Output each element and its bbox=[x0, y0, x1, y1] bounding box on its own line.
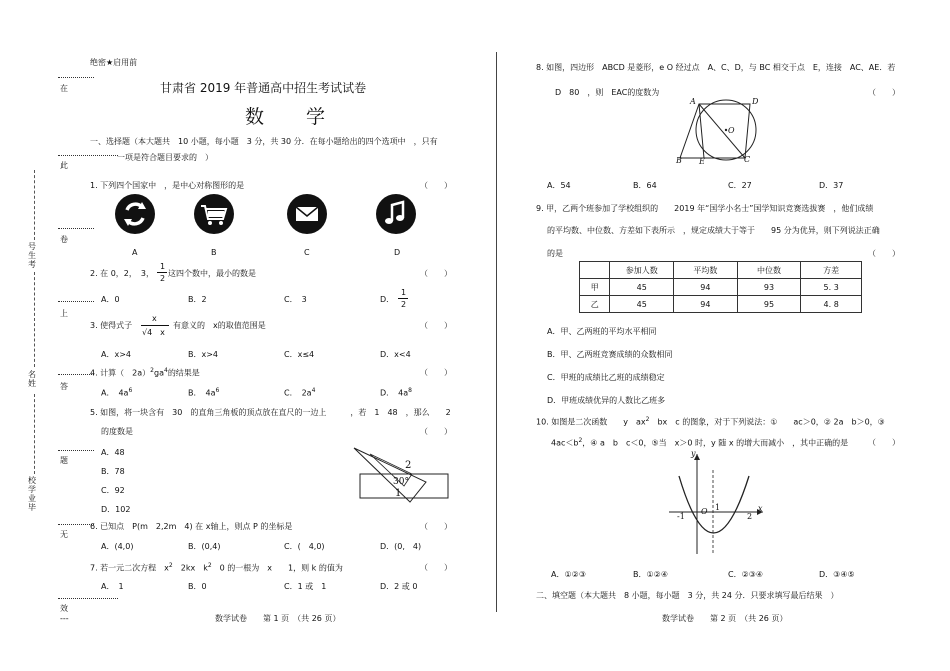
table-row: 甲 45 94 93 5. 3 bbox=[580, 279, 862, 296]
q1-option-b: B bbox=[211, 248, 217, 257]
q10-label-1: 1 bbox=[715, 503, 721, 512]
q10-opt-c: C．②③④ bbox=[728, 570, 764, 579]
q10-paren: （ ） bbox=[868, 438, 900, 447]
q5-fig-label-30: 30° bbox=[393, 477, 409, 487]
binding-line bbox=[58, 301, 94, 302]
q2-opt-c: C． 3 bbox=[284, 295, 307, 304]
q4-stem: 4. 计算（ $2a)^2ga^4$的结果是 bbox=[90, 367, 200, 378]
section1-heading: 一、选择题（本大题共 10 小题，每小题 3 分，共 30 分．在每小题给出的四个选项中 ，只有 bbox=[90, 137, 438, 146]
binding-word: 无 bbox=[60, 530, 68, 539]
q8-label-b: B bbox=[676, 156, 682, 165]
q3-paren: （ ） bbox=[420, 321, 452, 330]
table-header-row: 参加人数 平均数 中位数 方差 bbox=[580, 262, 862, 279]
field-line bbox=[34, 170, 35, 240]
q9-line3: 的是 bbox=[547, 249, 563, 258]
binding-word: 在 bbox=[60, 84, 68, 93]
binding-word: 卷 bbox=[60, 235, 68, 244]
q1-stem: 1. 下列四个国家中 ，是中心对称图形的是 bbox=[90, 181, 245, 190]
q8-figure bbox=[672, 96, 764, 168]
q5-opt-a: A．48 bbox=[101, 448, 125, 457]
recycle-icon bbox=[115, 194, 155, 234]
q10-line1: 10. 如图是二次函数 y $ax^2$ bx c 的图象，对于下列说法：① ac＞0，② 2a b＞0，③ bbox=[536, 416, 885, 427]
q8-opt-a: A．54 bbox=[547, 181, 571, 190]
q3-opt-b: B．x>4 bbox=[188, 350, 219, 359]
q4-opt-c: C． $2a^4$ bbox=[284, 387, 316, 398]
q2-stem-tail: 这四个数中，最小的数是 bbox=[168, 269, 256, 278]
footer-left: 数学试卷 第 1 页 （共 26 页） bbox=[215, 614, 341, 623]
q5-opt-c: C．92 bbox=[101, 486, 125, 495]
q9-opt-d: D．甲班成绩优异的人数比乙班多 bbox=[547, 396, 666, 405]
q1-option-c: C bbox=[304, 248, 310, 257]
q10-opt-b: B．①②④ bbox=[633, 570, 669, 579]
q3-opt-a: A．x>4 bbox=[101, 350, 131, 359]
binding-word: 答 bbox=[60, 382, 68, 391]
q6-opt-a: A．(4,0) bbox=[101, 542, 134, 551]
q2-frac-den: 2 bbox=[160, 274, 166, 283]
q1-paren: （ ） bbox=[420, 181, 452, 190]
table-row: 乙 45 94 95 4. 8 bbox=[580, 296, 862, 313]
q4-opt-a: A． $4a^6$ bbox=[101, 387, 133, 398]
q5-fig-label-1: 1 bbox=[395, 488, 402, 499]
q7-paren: （ ） bbox=[420, 563, 452, 572]
binding-line bbox=[58, 374, 94, 375]
binding-line bbox=[58, 524, 94, 525]
q8-label-d: D bbox=[752, 97, 759, 106]
q7-opt-c: C．1 或 1 bbox=[284, 582, 327, 591]
q4-paren: （ ） bbox=[420, 368, 452, 377]
q8-label-o: O bbox=[728, 126, 735, 135]
q9-line2: 的平均数、中位数、方差如下表所示 ，规定成绩大于等于 95 分为优异，则下列说法正确 bbox=[547, 226, 880, 235]
field-line bbox=[34, 394, 35, 474]
q8-label-c: C bbox=[744, 155, 751, 164]
q8-opt-b: B．64 bbox=[633, 181, 657, 190]
q8-paren: （ ） bbox=[868, 88, 900, 97]
envelope-icon bbox=[287, 194, 327, 234]
exam-page: 绝密★启用前 在 此 卷 上 答 题 无 效 --- 号生考 名姓 校学业毕 甘肃省 2019 年普通高中招生考试试卷 数 学 一、选择题（本大题共 10 小题，每小题 3 分，共 30 分．在每小题给出的四个选项中 ，只有 一项是符合题目要求的 ） 1. 下列四个国家中 ，是中心对称图形的是 （ ） A B C D 2. 在 0，2， 3， 1 2 这四个数中，最小的数是 （ ） A．0 B．2 C． 3 D． 1 2 3. 使得式子 x √4 x 有意义的 x的取值范围是 （ ） A．x>4 B．x>4 C．x≤4 D．x<4 4. 计算（ $2a)^2ga^4$的结果是 （ ） A． $4a^6$ B． $4a^6$ C． $2a^4$ D． $4a^8$ 5. 如图，将一块含有 30 的直角三角板的顶点放在直尺的一边上 ，若 1 48 ，那么 2 的度数是 （ ） A．48 B．78 C．92 D．102 2 30° 1 6. 已知点 P(m 2,2m 4) 在 x轴上，则点 P 的坐标是 （ ） A．(4,0) B．(0,4) C．( 4,0) D．(0, 4) 7. 若一元二次方程 $x^2$ 2kx $k^2$ 0 的一根为 x 1，则 k 的值为 （ ） A． 1 B．0 C．1 或 1 D．2 或 0 数学试卷 第 1 页 （共 26 页） 8. 如图，四边形 ABCD 是菱形，e O 经过点 A、C、D，与 BC 相交于点 E，连接 AC、AE．若 D 80 ，则 EAC的度数为 （ ） A D O B E C A．54 B．64 C．27 D．37 9. 甲，乙两个班参加了学校组织的 2019 年“国学小名士”国学知识竞赛选拔赛 ，他们成绩 的平均数、中位数、方差如下表所示 ，规定成绩大于等于 95 分为优异，则下列说法正确 的是 （ ） 参加人数 平均数 中位数 方差 甲 45 94 93 5. 3 乙 45 94 95 4. 8 A．甲、乙两班的平均水平相同 B．甲、乙两班竞赛成绩的众数相同 C．甲班的成绩比乙班的成绩稳定 D．甲班成绩优异的人数比乙班多 10. 如图是二次函数 y $ax^2$ bx c 的图象，对于下列说法：① ac＞0，② 2a b＞0，③ $4ac<b^2$，④ a b c＜0，⑤当 x＞0 时，y 随 x 的增大而减小 ，其中正确的是 （ ） y -1 O 1 2 x A．①②③ B．①②④ C．②③④ D．③④⑤ 二、填空题（本大题共 8 小题，每小题 3 分，共 24 分．只要求填写最后结果 ） 数学试卷 第 2 页 （共 26 页） bbox=[0, 0, 950, 671]
subject-title: 数 学 bbox=[245, 106, 344, 128]
q3-frac-num: x bbox=[152, 314, 157, 323]
q6-opt-d: D．(0, 4) bbox=[380, 542, 422, 551]
shopping-cart-icon bbox=[194, 194, 234, 234]
page-divider bbox=[496, 52, 497, 612]
section2-heading: 二、填空题（本大题共 8 小题，每小题 3 分，共 24 分．只要求填写最后结果 ） bbox=[536, 591, 839, 600]
q8-label-e: E bbox=[699, 157, 705, 166]
q5-figure bbox=[352, 440, 452, 505]
q4-opt-b: B． $4a^6$ bbox=[188, 387, 220, 398]
q7-opt-d: D．2 或 0 bbox=[380, 582, 418, 591]
q10-line2: $4ac<b^2$，④ a b c＜0，⑤当 x＞0 时，y 随 x 的增大而减小 ，其中正确的是 bbox=[551, 437, 849, 448]
q2-opt-d-den: 2 bbox=[401, 300, 407, 309]
q10-opt-d: D．③④⑤ bbox=[819, 570, 855, 579]
q2-frac-num: 1 bbox=[160, 262, 166, 271]
binding-line bbox=[58, 228, 94, 229]
field-label-name: 名姓 bbox=[28, 370, 36, 388]
q8-line1: 8. 如图，四边形 ABCD 是菱形，e O 经过点 A、C、D，与 BC 相交于点 E，连接 AC、AE．若 bbox=[536, 63, 896, 72]
binding-word: 效 bbox=[60, 604, 68, 613]
q3-frac-den: √4 x bbox=[142, 328, 165, 337]
q10-label-y: y bbox=[691, 449, 696, 458]
q2-opt-d-num: 1 bbox=[401, 288, 407, 297]
music-note-icon bbox=[376, 194, 416, 234]
q1-option-a: A bbox=[132, 248, 138, 257]
q6-paren: （ ） bbox=[420, 522, 452, 531]
q6-opt-b: B．(0,4) bbox=[188, 542, 221, 551]
q5-fig-label-2: 2 bbox=[405, 460, 412, 471]
q9-paren: （ ） bbox=[868, 249, 900, 258]
q8-opt-c: C．27 bbox=[728, 181, 752, 190]
q10-label-o: O bbox=[701, 507, 708, 516]
q4-opt-d: D． $4a^8$ bbox=[380, 387, 412, 398]
q5-line1: 5. 如图，将一块含有 30 的直角三角板的顶点放在直尺的一边上 ，若 1 48 ，那么 2 bbox=[90, 408, 451, 417]
q9-line1: 9. 甲，乙两个班参加了学校组织的 2019 年“国学小名士”国学知识竞赛选拔赛 ，他们成绩 bbox=[536, 204, 874, 213]
q9-opt-c: C．甲班的成绩比乙班的成绩稳定 bbox=[547, 373, 665, 382]
exam-title: 甘肃省 2019 年普通高中招生考试试卷 bbox=[160, 81, 367, 95]
q3-stem-a: 3. 使得式子 bbox=[90, 321, 133, 330]
binding-word: 题 bbox=[60, 456, 68, 465]
q7-opt-b: B．0 bbox=[188, 582, 207, 591]
q7-opt-a: A． 1 bbox=[101, 582, 124, 591]
q2-opt-d: D． bbox=[380, 295, 395, 304]
q3-stem-b: 有意义的 x的取值范围是 bbox=[173, 321, 266, 330]
q8-line2: D 80 ，则 EAC的度数为 bbox=[555, 88, 660, 97]
q3-opt-c: C．x≤4 bbox=[284, 350, 315, 359]
binding-line bbox=[58, 155, 118, 156]
q2-opt-a: A．0 bbox=[101, 295, 120, 304]
q3-opt-d: D．x<4 bbox=[380, 350, 411, 359]
q2-paren: （ ） bbox=[420, 269, 452, 278]
q10-label-2: 2 bbox=[747, 512, 753, 521]
q7-stem: 7. 若一元二次方程 $x^2$ 2kx $k^2$ 0 的一根为 x 1，则 k 的值为 bbox=[90, 562, 343, 573]
q9-opt-b: B．甲、乙两班竞赛成绩的众数相同 bbox=[547, 350, 673, 359]
q5-line2: 的度数是 bbox=[101, 427, 133, 436]
q8-label-a: A bbox=[690, 97, 696, 106]
q2-stem: 2. 在 0，2， 3， bbox=[90, 269, 154, 278]
field-label-school: 校学业毕 bbox=[28, 476, 36, 512]
q9-stats-table bbox=[579, 261, 862, 313]
q10-label-neg1: -1 bbox=[677, 512, 685, 521]
q6-stem: 6. 已知点 P(m 2,2m 4) 在 x轴上，则点 P 的坐标是 bbox=[90, 522, 293, 531]
field-line bbox=[34, 272, 35, 367]
q10-label-x: x bbox=[758, 504, 763, 513]
field-label-exam-no: 号生考 bbox=[28, 242, 36, 269]
binding-line bbox=[58, 598, 118, 599]
q2-opt-b: B．2 bbox=[188, 295, 207, 304]
q5-opt-b: B．78 bbox=[101, 467, 125, 476]
binding-line bbox=[58, 77, 94, 78]
q1-option-d: D bbox=[394, 248, 401, 257]
binding-word: 上 bbox=[60, 309, 68, 318]
q5-opt-d: D．102 bbox=[101, 505, 131, 514]
q10-opt-a: A．①②③ bbox=[551, 570, 586, 579]
q9-opt-a: A．甲、乙两班的平均水平相同 bbox=[547, 327, 657, 336]
footer-right: 数学试卷 第 2 页 （共 26 页） bbox=[662, 614, 788, 623]
q8-opt-d: D．37 bbox=[819, 181, 844, 190]
q5-paren: （ ） bbox=[420, 427, 452, 436]
section1-heading-cont: 一项是符合题目要求的 ） bbox=[117, 153, 213, 162]
secret-label: 绝密★启用前 bbox=[90, 58, 138, 67]
binding-word: 此 bbox=[60, 161, 68, 170]
binding-line bbox=[58, 450, 94, 451]
q6-opt-c: C．( 4,0) bbox=[284, 542, 325, 551]
